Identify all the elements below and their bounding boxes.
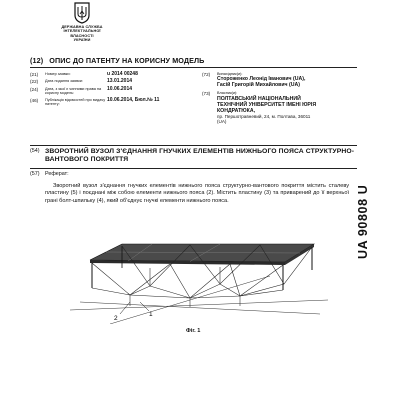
figure-caption: Фіг. 1	[186, 328, 201, 334]
vertical-patent-number: UA 90808 U	[356, 184, 370, 260]
field-rights-date: (24) Дата, з якої є чинними права на корисну модель: 10.06.2014	[30, 85, 133, 95]
document-title	[30, 56, 204, 65]
divider-middle	[30, 145, 357, 146]
field-inventors: (72) Винахідник(и): Стороженко Леонід Іванович (UA), Гасій Григорій Михайлович (UA)	[202, 72, 306, 89]
bibliographic-fields-left	[30, 72, 200, 108]
divider-top	[30, 67, 357, 68]
bibliographic-fields-right	[202, 72, 362, 125]
figure-label-1: 1	[149, 311, 153, 318]
field-publication: (46) Публікація відомостей про видачу патенту: 10.06.2014, Бюл.№ 11	[30, 96, 160, 106]
abstract-heading: (57) Реферат:	[30, 171, 69, 177]
utility-model-title: (54) ЗВОРОТНИЙ ВУЗОЛ З'ЄДНАННЯ ГНУЧКИХ ЕЛЕМЕНТІВ НИЖНЬОГО ПОЯСА СТРУКТУРНО- ВАНТОВОГО ПОКРИТТЯ	[30, 148, 355, 163]
divider-lower	[30, 168, 357, 169]
abstract-text: Зворотний вузол з'єднання гнучких елементів нижнього пояса структурно-вантового покриття містить сталеву пластину (5) і поєднані між собою елементи нижнього пояса (2). Містить пластину (3) та приварений до її верхньої грані болт-шпильку (4), який об'єднує гнучкі елементи нижнього пояса.	[45, 183, 349, 204]
field-owner: (73) Власник(и): ПОЛТАВСЬКИЙ НАЦІОНАЛЬНИЙ ТЕХНІЧНИЙ УНІВЕРСИТЕТ ІМЕНІ ЮРІЯ КОНДРАТЮКА, пр. Першотравневий, 24, м. Полтава, 36011 (UA)	[202, 91, 317, 125]
trident-emblem-icon	[73, 2, 91, 24]
field-application-number: (21) Номер заявки: u 2014 00248	[30, 71, 138, 77]
document-title-text: ОПИС ДО ПАТЕНТУ НА КОРИСНУ МОДЕЛЬ	[49, 56, 205, 65]
document-header	[0, 0, 400, 44]
title-line: ЗВОРОТНИЙ ВУЗОЛ З'ЄДНАННЯ ГНУЧКИХ ЕЛЕМЕНТІВ НИЖНЬОГО ПОЯСА СТРУКТУРНО-	[45, 148, 355, 155]
agency-name: ДЕРЖАВНА СЛУЖБА ІНТЕЛЕКТУАЛЬНОЇ ВЛАСНОСТІ УКРАЇНИ	[61, 25, 103, 42]
figure-label-2: 2	[114, 315, 118, 322]
field-filing-date: (22) Дата подання заявки: 13.01.2014	[30, 78, 133, 85]
structural-cable-roof-drawing	[70, 240, 330, 324]
document-title-code: (12)	[30, 56, 44, 65]
title-line: ВАНТОВОГО ПОКРИТТЯ	[45, 156, 129, 163]
